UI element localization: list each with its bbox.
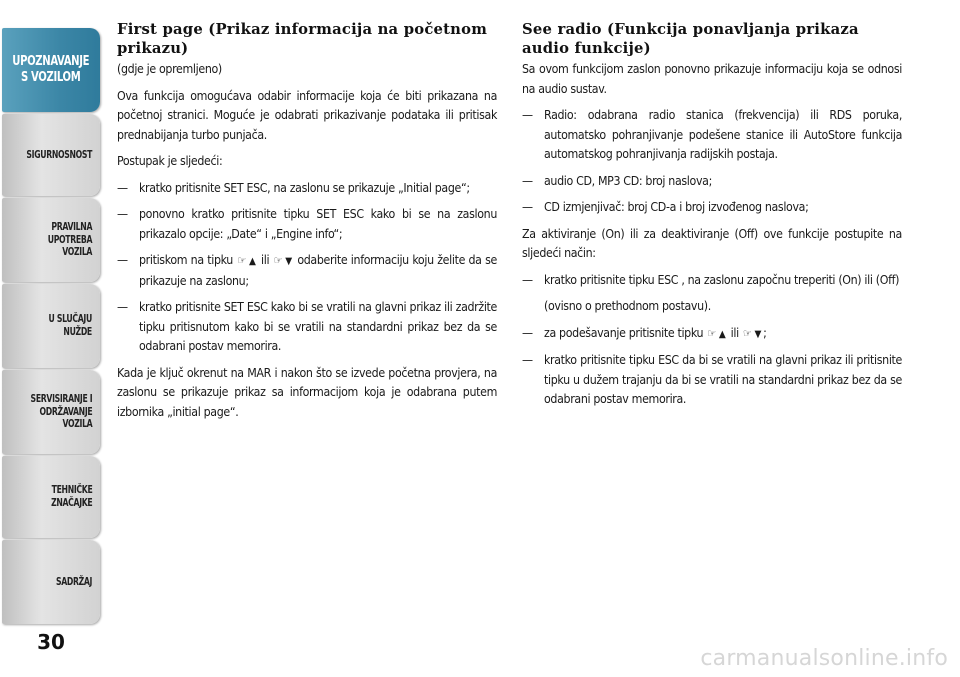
arrow-down-icon: ▼ [754, 328, 762, 340]
section-title-see-radio: See radio (Funkcija ponavljanja prikaza audio funkcije) [522, 21, 859, 57]
button-hand-icon: ☞ [273, 254, 283, 267]
list-item: — kratko pritisnite tipku ESC , na zaslonu započnu treperiti (On) ili (Off) [522, 272, 900, 287]
section-title-first-page: First page (Prikaz informacija na početnom prikazu) [117, 21, 488, 57]
arrow-up-icon: ▲ [248, 256, 256, 267]
tab-pravilna-upotreba[interactable]: PRAVILNA UPOTREBA VOZILA [2, 198, 100, 282]
list-item: — Radio: odabrana radio stanica (frekvencija) ili RDS poruka, automatsko pohranjivanje podešene stanice ili AutoStore funkcija automatskog pohranjivanja radijskih postaja. [522, 108, 902, 161]
list-item: — kratko pritisnite SET ESC, na zaslonu se prikazuje „Initial page“; [117, 180, 470, 195]
button-hand-icon: ☞ [707, 326, 716, 340]
chapter-sidebar [0, 0, 102, 677]
arrow-up-icon: ▲ [718, 328, 726, 340]
page-number: 30 [37, 630, 65, 654]
intro-paragraph: Sa ovom funkcijom zaslon ponovno prikazuje informaciju koja se odnosi na audio sustav. [522, 62, 902, 96]
tab-tehnicke-znacajke[interactable]: TEHNIČKE ZNAČAJKE [2, 456, 100, 538]
list-item: — CD izmjenjivač: broj CD-a i broj izvođenog naslova; [522, 200, 809, 214]
subtitle: (gdje je opremljeno) [117, 62, 222, 76]
tab-sigurnosnost[interactable]: SIGURNOSNOST [2, 114, 100, 196]
list-item: — audio CD, MP3 CD: broj naslova; [522, 173, 712, 188]
button-hand-icon: ☞ [743, 326, 752, 340]
right-column [522, 20, 902, 417]
tab-upoznavanje[interactable]: UPOZNAVANJE S VOZILOM [2, 28, 100, 112]
list-item: — za podešavanje pritisnite tipku ☞ ▲ ili ☞ ▼ ; [522, 324, 902, 345]
arrow-down-icon: ▼ [285, 256, 292, 267]
button-hand-icon: ☞ [237, 254, 246, 267]
intro-paragraph: Ova funkcija omogućava odabir informacije koja će biti prikazana na početnoj stranici. Moguće je odabrati prikazivanje podataka ili pritisak prednabijanja turbo punjača. [117, 88, 497, 142]
watermark: carmanualsonline.info [700, 646, 948, 671]
tab-servisiranje[interactable]: SERVISIRANJE I ODRŽAVANJE VOZILA [2, 370, 100, 454]
left-column [117, 20, 497, 429]
list-item: — kratko pritisnite SET ESC kako bi se vratili na glavni prikaz ili zadržite tipku pritisnutom kako bi se vratili na standardni prikaz bez da se odabrani postav memorira. [117, 300, 497, 353]
list-item-note: (ovisno o prethodnom postavu). [544, 299, 711, 313]
closing-paragraph: Kada je ključ okrenut na MAR i nakon što se izvede početna provjera, na zaslonu se prikazuje prikaz sa informacijom koja je odabrana putem izbornika „initial page“. [117, 365, 497, 419]
procedure-label: Postupak je sljedeći: [117, 154, 223, 168]
list-item: — kratko pritisnite tipku ESC da bi se vratili na glavni prikaz ili pritisnite tipku u dužem trajanju da bi se vratili na standardni prikaz bez da se odabrani postav memorira. [522, 353, 902, 406]
list-item: — pritiskom na tipku ☞ ▲ ili ☞ ▼ odaberite informaciju koju želite da se prikazuje na zaslonu; [117, 253, 497, 288]
list-item: — ponovno kratko pritisnite tipku SET ESC kako bi se na zaslonu prikazalo opcije: „Date“ i „Engine info“; [117, 207, 497, 241]
tab-u-slucaju-nuzde[interactable]: U SLUČAJU NUŽDE [2, 284, 100, 368]
activate-paragraph: Za aktiviranje (On) ili za deaktiviranje (Off) ove funkcije postupite na sljedeći način: [522, 226, 902, 260]
tab-sadrzaj[interactable]: SADRŽAJ [2, 540, 100, 624]
